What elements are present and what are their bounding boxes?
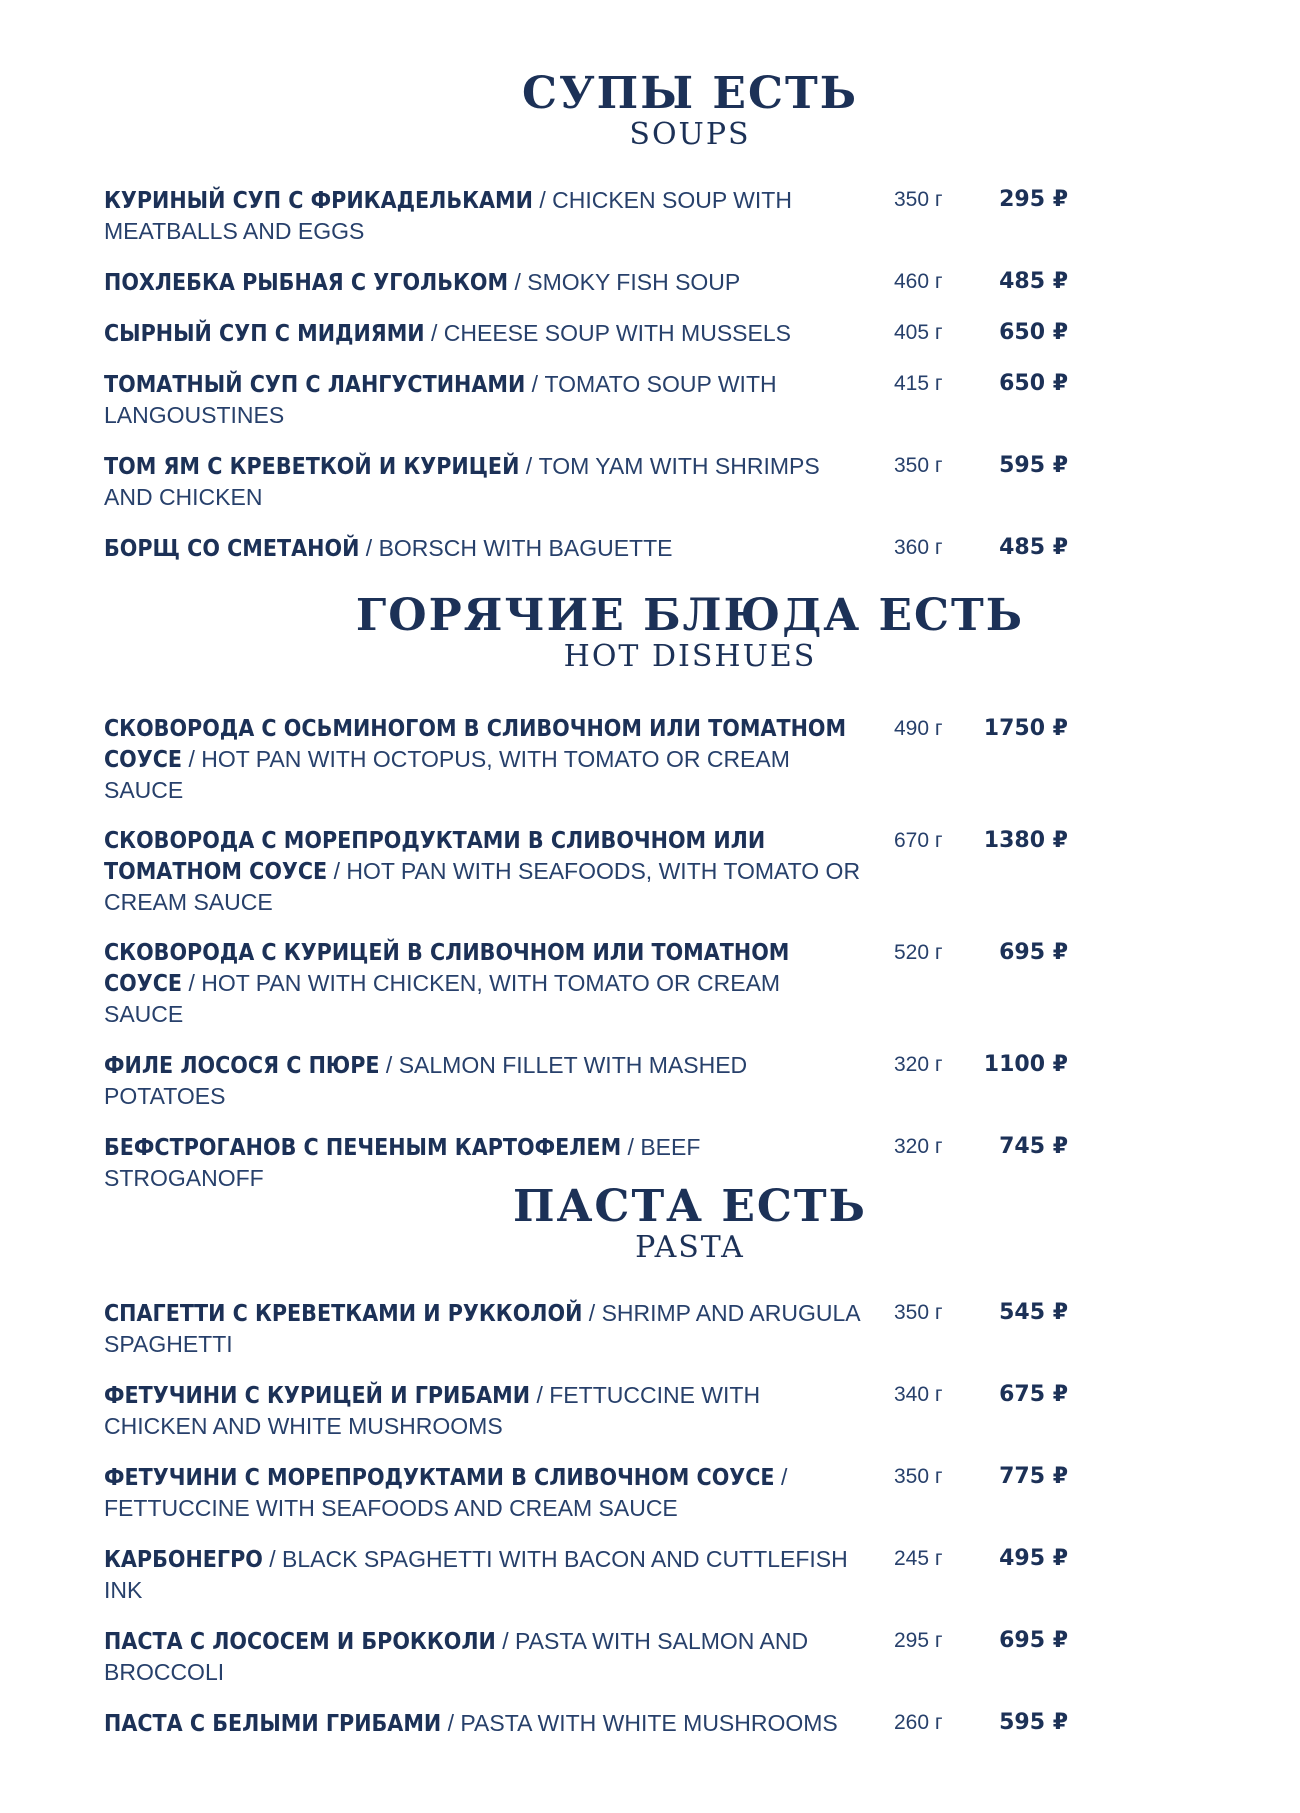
item-name: ПОХЛЕБКА РЫБНАЯ С УГОЛЬКОМ / SMOKY FISH SOUP [104,269,741,296]
item-name-en: CHICKEN SOUP WITH MEATBALLS AND EGGS [104,187,792,244]
menu-items-list [104,185,1084,584]
item-weight: 295 г [894,1629,943,1652]
item-price: 1380 ₽ [983,828,1068,853]
item-weight: 415 г [894,372,943,395]
item-weight: 405 г [894,321,943,344]
item-name-en: PASTA WITH SALMON AND BROCCOLI [104,1628,809,1685]
item-weight: 245 г [894,1547,943,1570]
section-title-en: HOT DISHUES [563,639,817,674]
section-title-ru: ПАСТА ЕСТЬ [513,1181,867,1232]
item-name-en: TOM YAM WITH SHRIMPS AND CHICKEN [104,453,820,510]
menu-item [104,1380,1084,1442]
section-pasta [0,1181,1300,1737]
item-price: 695 ₽ [999,940,1068,965]
item-price: 595 ₽ [999,453,1068,478]
item-price: 595 ₽ [999,1710,1068,1735]
section-title-ru: ГОРЯЧИЕ БЛЮДА ЕСТЬ [355,590,1025,641]
item-weight: 260 г [894,1711,943,1734]
menu-item [104,938,1084,1030]
item-price: 485 ₽ [999,269,1068,294]
item-name-ru: ПАСТА С ЛОСОСЕМ И БРОККОЛИ [104,1629,496,1655]
item-name-ru: БЕФСТРОГАНОВ С ПЕЧЕНЫМ КАРТОФЕЛЕМ [104,1135,622,1161]
item-name-ru: КАРБОНЕГРО [104,1547,263,1573]
item-price: 775 ₽ [999,1464,1068,1489]
item-name: БЕФСТРОГАНОВ С ПЕЧЕНЫМ КАРТОФЕЛЕМ / BEEF STROGANOFF [104,1134,701,1191]
item-weight: 670 г [894,829,943,852]
section-hot-dishes [0,590,1300,1191]
item-name: ТОМАТНЫЙ СУП С ЛАНГУСТИНАМИ / TOMATO SOUP WITH LANGOUSTINES [104,371,777,428]
menu-item [104,318,1084,349]
item-name-en: SMOKY FISH SOUP [527,269,741,295]
item-name-ru: БОРЩ СО СМЕТАНОЙ [104,536,360,562]
menu-items-list [104,1298,1084,1759]
item-name: ТОМ ЯМ С КРЕВЕТКОЙ И КУРИЦЕЙ / TOM YAM WITH SHRIMPS AND CHICKEN [104,453,820,510]
item-price: 695 ₽ [999,1628,1068,1653]
item-name-ru: СКОВОРОДА С КУРИЦЕЙ В СЛИВОЧНОМ ИЛИ ТОМАТНОМ СОУСЕ [104,940,790,997]
item-weight: 320 г [894,1135,943,1158]
item-weight: 350 г [894,454,943,477]
item-name-en: SALMON FILLET WITH MASHED POTATOES [104,1052,748,1109]
item-name: СЫРНЫЙ СУП С МИДИЯМИ / CHEESE SOUP WITH MUSSELS [104,320,791,347]
item-weight: 520 г [894,941,943,964]
item-name-ru: СКОВОРОДА С ОСЬМИНОГОМ В СЛИВОЧНОМ ИЛИ ТОМАТНОМ СОУСЕ [104,716,847,773]
item-price: 675 ₽ [999,1382,1068,1407]
item-name-ru: ТОМАТНЫЙ СУП С ЛАНГУСТИНАМИ [104,372,526,398]
item-name: СКОВОРОДА С КУРИЦЕЙ В СЛИВОЧНОМ ИЛИ ТОМАТНОМ СОУСЕ / HOT PAN WITH CHICKEN, WITH TOMATO OR CREAM SAUCE [104,940,790,1027]
item-name-ru: ПОХЛЕБКА РЫБНАЯ С УГОЛЬКОМ [104,270,509,296]
item-weight: 350 г [894,188,943,211]
section-title-en: SOUPS [629,117,751,152]
item-weight: 350 г [894,1465,943,1488]
item-name-en: SHRIMP AND ARUGULA SPAGHETTI [104,1300,860,1357]
item-weight: 340 г [894,1383,943,1406]
item-name-ru: СЫРНЫЙ СУП С МИДИЯМИ [104,321,425,347]
item-name: ФИЛЕ ЛОСОСЯ С ПЮРЕ / SALMON FILLET WITH MASHED POTATOES [104,1052,748,1109]
menu-item [104,1708,1084,1739]
item-name: СКОВОРОДА С ОСЬМИНОГОМ В СЛИВОЧНОМ ИЛИ ТОМАТНОМ СОУСЕ / HOT PAN WITH OCTOPUS, WITH TOMATO OR CREAM SAUCE [104,716,847,803]
item-price: 650 ₽ [999,371,1068,396]
item-name: ПАСТА С БЕЛЫМИ ГРИБАМИ / PASTA WITH WHITE MUSHROOMS [104,1710,838,1737]
menu-item [104,185,1084,247]
section-title-ru: СУПЫ ЕСТЬ [521,68,859,119]
item-name: ФЕТУЧИНИ С МОРЕПРОДУКТАМИ В СЛИВОЧНОМ СОУСЕ / FETTUCCINE WITH SEAFOODS AND CREAM SAUCE [104,1464,788,1521]
menu-item [104,1462,1084,1524]
item-name: СПАГЕТТИ С КРЕВЕТКАМИ И РУККОЛОЙ / SHRIMP AND ARUGULA SPAGHETTI [104,1300,860,1357]
menu-item [104,369,1084,431]
item-price: 545 ₽ [999,1300,1068,1325]
section-soups [0,68,1300,562]
menu-item [104,1544,1084,1606]
menu-item [104,533,1084,564]
item-price: 650 ₽ [999,320,1068,345]
item-weight: 320 г [894,1053,943,1076]
item-price: 1100 ₽ [983,1052,1068,1077]
menu-item [104,1050,1084,1112]
item-name-ru: ФЕТУЧИНИ С МОРЕПРОДУКТАМИ В СЛИВОЧНОМ СОУСЕ [104,1465,775,1491]
section-header [0,1183,1300,1265]
menu-item [104,826,1084,918]
item-name-ru: ФИЛЕ ЛОСОСЯ С ПЮРЕ [104,1053,380,1079]
menu-item [104,1298,1084,1360]
item-name-en: BLACK SPAGHETTI WITH BACON AND CUTTLEFISH INK [104,1546,848,1603]
item-name-ru: КУРИНЫЙ СУП С ФРИКАДЕЛЬКАМИ [104,188,533,214]
item-name-en: HOT PAN WITH OCTOPUS, WITH TOMATO OR CREAM SAUCE [104,746,790,803]
item-price: 745 ₽ [999,1134,1068,1159]
item-weight: 360 г [894,536,943,559]
item-name: БОРЩ СО СМЕТАНОЙ / BORSCH WITH BAGUETTE [104,535,673,562]
item-weight: 460 г [894,270,943,293]
menu-item [104,267,1084,298]
section-title-en: PASTA [635,1230,745,1265]
item-name: КУРИНЫЙ СУП С ФРИКАДЕЛЬКАМИ / CHICKEN SOUP WITH MEATBALLS AND EGGS [104,187,792,244]
section-header [0,70,1300,152]
menu-item [104,451,1084,513]
item-name: КАРБОНЕГРО / BLACK SPAGHETTI WITH BACON AND CUTTLEFISH INK [104,1546,848,1603]
item-name-en: BORSCH WITH BAGUETTE [378,535,673,561]
item-name: СКОВОРОДА С МОРЕПРОДУКТАМИ В СЛИВОЧНОМ ИЛИ ТОМАТНОМ СОУСЕ / HOT PAN WITH SEAFOODS, WITH TOMATO OR CREAM SAUCE [104,828,861,915]
item-name-ru: ТОМ ЯМ С КРЕВЕТКОЙ И КУРИЦЕЙ [104,454,520,480]
item-name-en: FETTUCCINE WITH CHICKEN AND WHITE MUSHROOMS [104,1382,761,1439]
item-name-en: HOT PAN WITH CHICKEN, WITH TOMATO OR CREAM SAUCE [104,970,781,1027]
item-name-en: BEEF STROGANOFF [104,1134,701,1191]
item-name-ru: ПАСТА С БЕЛЫМИ ГРИБАМИ [104,1711,442,1737]
item-name-ru: СКОВОРОДА С МОРЕПРОДУКТАМИ В СЛИВОЧНОМ ИЛИ ТОМАТНОМ СОУСЕ [104,828,766,885]
menu-item [104,714,1084,806]
item-name-ru: СПАГЕТТИ С КРЕВЕТКАМИ И РУККОЛОЙ [104,1301,583,1327]
item-name-en: FETTUCCINE WITH SEAFOODS AND CREAM SAUCE [104,1495,678,1521]
item-weight: 350 г [894,1301,943,1324]
item-name-en: CHEESE SOUP WITH MUSSELS [443,320,791,346]
item-name: ПАСТА С ЛОСОСЕМ И БРОККОЛИ / PASTA WITH SALMON AND BROCCOLI [104,1628,809,1685]
item-price: 295 ₽ [999,187,1068,212]
menu-item [104,1626,1084,1688]
menu-items-list [104,714,1084,1214]
item-name-en: TOMATO SOUP WITH LANGOUSTINES [104,371,777,428]
item-name-ru: ФЕТУЧИНИ С КУРИЦЕЙ И ГРИБАМИ [104,1383,531,1409]
item-weight: 490 г [894,717,943,740]
item-price: 1750 ₽ [983,716,1068,741]
item-name-en: PASTA WITH WHITE MUSHROOMS [460,1710,838,1736]
item-name: ФЕТУЧИНИ С КУРИЦЕЙ И ГРИБАМИ / FETTUCCINE WITH CHICKEN AND WHITE MUSHROOMS [104,1382,761,1439]
item-name-en: HOT PAN WITH SEAFOODS, WITH TOMATO OR CREAM SAUCE [104,858,861,915]
section-header [0,592,1300,674]
item-price: 485 ₽ [999,535,1068,560]
item-price: 495 ₽ [999,1546,1068,1571]
